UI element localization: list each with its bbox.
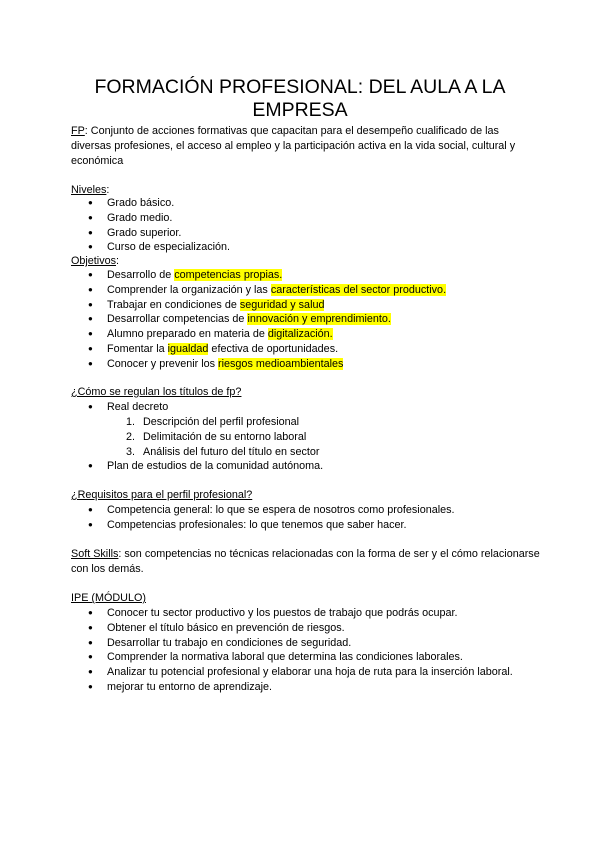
highlighted-text: digitalización.	[267, 328, 333, 341]
titulos-sublist	[0, 415, 319, 459]
list-item-text: Desarrollo de	[107, 269, 175, 281]
list-item	[0, 211, 230, 226]
list-item	[0, 283, 446, 298]
requisitos-heading: ¿Requisitos para el perfil profesional?	[71, 489, 253, 501]
highlighted-text: riesgos medioambientales	[218, 357, 344, 370]
list-item-text: Plan de estudios de la comunidad autónoma.	[107, 460, 324, 472]
soft-skills-definition	[71, 547, 541, 577]
numbered-item	[0, 430, 319, 445]
list-item	[0, 357, 446, 372]
list-item	[0, 680, 513, 695]
ipe-list	[0, 606, 513, 695]
list-item-text: Conocer y prevenir los	[107, 357, 219, 370]
list-item	[0, 327, 446, 342]
list-item-text: Fomentar la	[107, 342, 168, 355]
bullet-icon: ●	[88, 299, 93, 309]
item-number: 3.	[126, 445, 136, 458]
list-item	[0, 196, 230, 211]
list-item-text-tail: efectiva de oportunidades.	[208, 342, 339, 355]
highlighted-text: competencias propias.	[174, 269, 283, 281]
list-item-text: Obtener el título básico en prevención de riesgos.	[107, 621, 345, 634]
bullet-icon: ●	[88, 637, 93, 647]
list-item	[0, 400, 168, 415]
list-item	[0, 268, 446, 283]
list-item-text: Comprender la normativa laboral que determina las condiciones laborales.	[107, 651, 463, 664]
numbered-item	[0, 445, 319, 460]
list-item	[0, 240, 230, 255]
list-item-text: Trabajar en condiciones de	[107, 298, 240, 311]
list-item-text: Desarrollar competencias de	[107, 313, 248, 326]
list-item	[0, 342, 446, 357]
list-item-text: mejorar tu entorno de aprendizaje.	[107, 680, 273, 693]
list-item-text: Competencias profesionales: lo que tenemos que saber hacer.	[107, 518, 407, 531]
bullet-icon: ●	[88, 505, 93, 514]
bullet-icon: ●	[88, 227, 93, 237]
numbered-item	[0, 415, 319, 430]
titulos-heading: ¿Cómo se regulan los títulos de fp?	[71, 386, 242, 398]
list-item-text: Grado medio.	[107, 211, 173, 224]
list-item-text: Real decreto	[107, 401, 169, 413]
titulos-list	[0, 400, 168, 415]
list-item	[0, 226, 230, 241]
soft-skills-term: Soft Skills	[71, 548, 119, 560]
objetivos-heading-label: Objetivos	[71, 255, 117, 267]
list-item	[0, 665, 513, 680]
list-item	[0, 298, 446, 313]
bullet-icon: ●	[88, 402, 93, 411]
list-item-text: Curso de especialización.	[107, 241, 231, 254]
bullet-icon: ●	[88, 270, 93, 279]
highlighted-text: características del sector productivo.	[270, 283, 447, 296]
bullet-icon: ●	[88, 329, 93, 339]
soft-skills-text: : son competencias no técnicas relacionadas con la forma de ser y el cómo relacionarse con los demás.	[71, 548, 540, 575]
numbered-item-text: Descripción del perfil profesional	[143, 416, 300, 428]
niveles-heading-label: Niveles	[71, 184, 107, 196]
bullet-icon: ●	[88, 242, 93, 252]
list-item	[0, 606, 513, 621]
list-item	[0, 312, 446, 327]
fp-definition	[71, 124, 541, 169]
list-item-text: Competencia general: lo que se espera de nosotros como profesionales.	[107, 504, 455, 516]
highlighted-text: innovación y emprendimiento.	[247, 313, 391, 326]
requisitos-list	[0, 503, 455, 533]
page-title: FORMACIÓN PROFESIONAL: DEL AULA A LA EMPRESA	[94, 76, 506, 121]
list-item-text: Alumno preparado en materia de	[107, 328, 268, 341]
bullet-icon: ●	[88, 461, 93, 470]
bullet-icon: ●	[88, 667, 93, 677]
list-item-text: Conocer tu sector productivo y los puestos de trabajo que podrás ocupar.	[107, 607, 458, 619]
bullet-icon: ●	[88, 652, 93, 662]
list-item-text: Comprender la organización y las	[107, 283, 271, 296]
bullet-icon: ●	[88, 212, 93, 222]
objetivos-heading-colon: :	[116, 255, 120, 267]
fp-term: FP	[71, 125, 85, 137]
list-item-text: Desarrollar tu trabajo en condiciones de seguridad.	[107, 636, 352, 649]
item-number: 2.	[126, 430, 136, 443]
list-item	[0, 518, 455, 533]
highlighted-text: seguridad y salud	[239, 298, 325, 311]
bullet-icon: ●	[88, 314, 93, 324]
bullet-icon: ●	[88, 358, 93, 368]
bullet-icon: ●	[88, 519, 93, 529]
bullet-icon: ●	[88, 608, 93, 617]
list-item	[0, 503, 455, 518]
ipe-heading: IPE (MÓDULO)	[71, 592, 146, 604]
bullet-icon: ●	[88, 198, 93, 207]
numbered-item-text: Delimitación de su entorno laboral	[143, 430, 307, 443]
list-item-text: Grado básico.	[107, 197, 175, 209]
list-item	[0, 621, 513, 636]
list-item	[0, 636, 513, 651]
niveles-heading-colon: :	[106, 184, 110, 196]
list-item	[0, 459, 323, 474]
list-item-text: Grado superior.	[107, 226, 182, 239]
bullet-icon: ●	[88, 284, 93, 294]
objetivos-list	[0, 268, 446, 372]
bullet-icon: ●	[88, 343, 93, 353]
list-item	[0, 650, 513, 665]
bullet-icon: ●	[88, 681, 93, 691]
fp-definition-text: : Conjunto de acciones formativas que capacitan para el desempeño cualificado de las diversas profesiones, el acceso al empleo y la participación activa en la vida social, cultural y económica	[71, 125, 516, 167]
titulos-list-2	[0, 459, 323, 474]
niveles-list	[0, 196, 230, 255]
objetivos-heading	[71, 254, 119, 269]
item-number: 1.	[126, 416, 136, 428]
bullet-icon: ●	[88, 622, 93, 632]
list-item-text: Analizar tu potencial profesional y elaborar una hoja de ruta para la inserción laboral.	[107, 666, 513, 679]
numbered-item-text: Análisis del futuro del título en sector	[143, 445, 320, 458]
highlighted-text: igualdad	[167, 342, 209, 355]
